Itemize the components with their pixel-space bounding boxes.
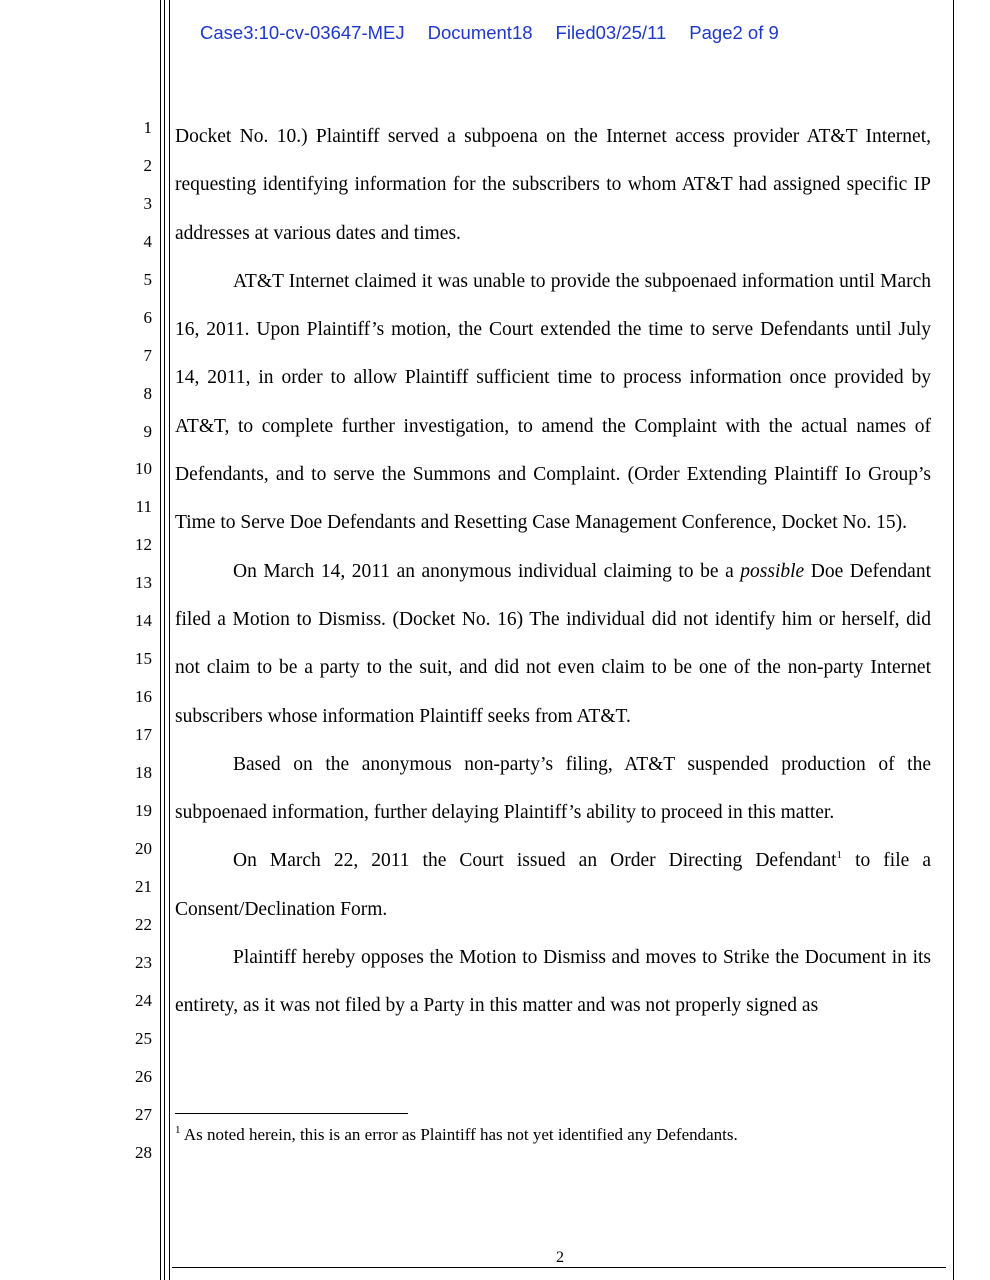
body-paragraph xyxy=(175,837,931,934)
case-number: Case3:10-cv-03647-MEJ xyxy=(200,22,405,43)
body-paragraph: Based on the anonymous non-party’s filing, AT&T suspended production of the subpoenaed information, further delaying Plaintiff’s ability to proceed in this matter. xyxy=(175,753,931,824)
ecf-header-stamp xyxy=(200,22,779,46)
line-number: 11 xyxy=(135,497,152,516)
line-number: 27 xyxy=(135,1105,152,1124)
footnote-reference: 1 xyxy=(836,849,843,862)
paragraph-text: Doe Defendant filed a Motion to Dismiss. (Docket No. 16) The individual did not identify him or herself, did not claim to be a party to the suit, and did not even claim to be one of the non-party Internet subscribers whose information Plaintiff seeks from AT&T. xyxy=(175,560,931,727)
line-number: 22 xyxy=(135,915,152,934)
line-number: 9 xyxy=(143,422,152,441)
footnote-separator xyxy=(175,1113,408,1114)
line-number: 1 xyxy=(143,118,152,137)
line-number: 28 xyxy=(135,1143,152,1162)
line-number: 17 xyxy=(135,725,152,744)
emphasized-word: possible xyxy=(740,560,805,582)
paragraph-text: On March 22, 2011 the Court issued an Order Directing Defendant xyxy=(233,850,837,872)
line-number: 24 xyxy=(135,991,152,1010)
line-number: 4 xyxy=(143,232,152,251)
right-margin-rule xyxy=(953,0,954,1280)
body-paragraph: AT&T Internet claimed it was unable to provide the subpoenaed information until March 16, 2011. Upon Plaintiff’s motion, the Court extended the time to serve Defendants until July 14, 2011, in order to allow Plaintiff sufficient time to process information once provided by AT&T, to complete further investigation, to amend the Complaint with the actual names of Defendants, and to serve the Summons and Complaint. (Order Extending Plaintiff Io Group’s Time to Serve Doe Defendants and Resetting Case Management Conference, Docket No. 15). xyxy=(175,270,931,534)
footnote xyxy=(175,1123,931,1147)
footer-rule xyxy=(172,1267,946,1268)
footnote-marker: 1 xyxy=(175,1124,181,1136)
line-number: 8 xyxy=(143,384,152,403)
line-number: 2 xyxy=(143,156,152,175)
line-number: 26 xyxy=(135,1067,152,1086)
line-number: 3 xyxy=(143,194,152,213)
line-number: 18 xyxy=(135,763,152,782)
line-number: 12 xyxy=(135,535,152,554)
body-paragraph: Docket No. 10.) Plaintiff served a subpoena on the Internet access provider AT&T Internet, requesting identifying information for the subscribers to whom AT&T had assigned specific IP addresses at various dates and times. xyxy=(175,126,931,244)
document-number: Document18 xyxy=(427,22,533,43)
line-number: 5 xyxy=(143,270,152,289)
line-number: 25 xyxy=(135,1029,152,1048)
line-number: 6 xyxy=(143,308,152,327)
line-number: 19 xyxy=(135,801,152,820)
body-paragraph: Plaintiff hereby opposes the Motion to Dismiss and moves to Strike the Document in its entirety, as it was not filed by a Party in this matter and was not properly signed as xyxy=(175,947,931,1017)
line-number: 10 xyxy=(135,459,152,478)
body-paragraph xyxy=(175,548,931,741)
filed-date: Filed03/25/11 xyxy=(555,22,667,43)
page-number: 2 xyxy=(556,1249,564,1266)
paragraph-text: to file a Consent/Declination Form. xyxy=(175,850,931,920)
line-number: 20 xyxy=(135,839,152,858)
line-number: 21 xyxy=(135,877,152,896)
pleading-body xyxy=(175,113,931,1031)
line-number: 7 xyxy=(143,346,152,365)
line-number: 13 xyxy=(135,573,152,592)
page-count: Page2 of 9 xyxy=(689,22,779,43)
left-margin-rule-text xyxy=(169,0,170,1280)
line-number: 15 xyxy=(135,649,152,668)
left-margin-rule-outer xyxy=(160,0,161,1280)
paragraph-text: On March 14, 2011 an anonymous individual claiming to be a xyxy=(233,560,741,582)
line-number: 16 xyxy=(135,687,152,706)
footnote-text: As noted herein, this is an error as Plaintiff has not yet identified any Defendants. xyxy=(183,1125,738,1144)
line-number: 23 xyxy=(135,953,152,972)
left-margin-rule-inner xyxy=(164,0,165,1280)
line-number: 14 xyxy=(135,611,152,630)
